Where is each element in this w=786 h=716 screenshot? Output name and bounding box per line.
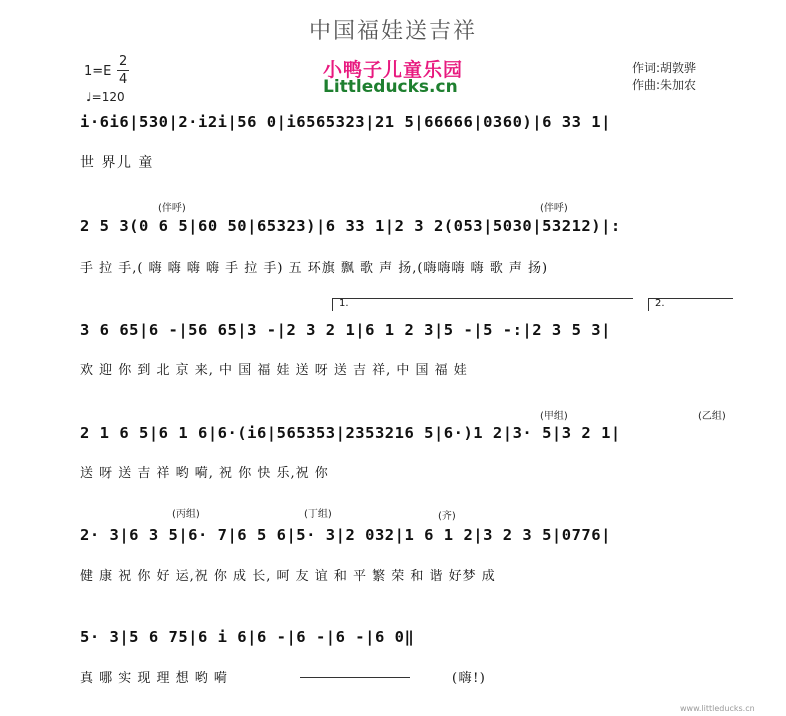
annotation-accompany-1: (伴呼) bbox=[158, 203, 186, 214]
time-signature-rule bbox=[117, 70, 129, 71]
lyric-extension-line bbox=[300, 677, 410, 678]
annotation-group-c: (丙组) bbox=[172, 509, 200, 520]
volta-label-2: 2. bbox=[655, 298, 665, 309]
volta-bracket-1 bbox=[332, 298, 633, 311]
staff-line-6-lyrics: 真 哪 实 现 理 想 哟 嗬 bbox=[80, 671, 228, 686]
logo-english: Littleducks.cn bbox=[323, 77, 458, 97]
annotation-group-b: (乙组) bbox=[698, 411, 726, 422]
staff-line-4-notes: 2 1 6 5|6 1 6|6·(i6|565353|2353216 5|6·)1 2|3· 5|3 2 1| bbox=[80, 424, 621, 442]
tempo-mark: ♩=120 bbox=[86, 90, 125, 104]
staff-line-2-notes: 2 5 3(0 6 5|60 50|65323)|6 33 1|2 3 2(053|5030|53212)|: bbox=[80, 217, 621, 235]
ending-shout: (嗨!) bbox=[452, 671, 487, 686]
composer-credit: 作曲:朱加农 bbox=[632, 78, 697, 92]
staff-line-1-notes: i·6i6|530|2·i2i|56 0|i6565323|21 5|66666|0360)|6 33 1| bbox=[80, 113, 611, 131]
annotation-group-a: (甲组) bbox=[540, 411, 568, 422]
logo-chinese: 小鸭子儿童乐园 bbox=[323, 59, 464, 81]
lyricist-credit: 作词:胡敦骅 bbox=[632, 61, 697, 75]
staff-line-4-lyrics: 送 呀 送 吉 祥 哟 嗬, 祝 你 快 乐,祝 你 bbox=[80, 466, 329, 481]
time-signature-top: 2 bbox=[119, 54, 128, 69]
staff-line-5-notes: 2· 3|6 3 5|6· 7|6 5 6|5· 3|2 032|1 6 1 2|3 2 3 5|0776| bbox=[80, 526, 611, 544]
key-signature: 1=E bbox=[84, 64, 112, 79]
annotation-group-d: (丁组) bbox=[304, 509, 332, 520]
song-title: 中国福娃送吉祥 bbox=[308, 19, 477, 44]
time-signature-bottom: 4 bbox=[119, 72, 128, 87]
staff-line-3-lyrics: 欢 迎 你 到 北 京 来, 中 国 福 娃 送 呀 送 吉 祥, 中 国 福 娃 bbox=[80, 363, 468, 378]
staff-line-6-notes: 5· 3|5 6 75|6 i 6|6 -|6 -|6 -|6 0‖ bbox=[80, 628, 415, 646]
footer-watermark: www.littleducks.cn bbox=[680, 704, 755, 713]
staff-line-3-notes: 3 6 65|6 -|56 65|3 -|2 3 2 1|6 1 2 3|5 -|5 -:|2 3 5 3| bbox=[80, 321, 611, 339]
staff-line-2-lyrics: 手 拉 手,( 嗨 嗨 嗨 嗨 手 拉 手) 五 环旗 飘 歌 声 扬,(嗨嗨嗨 嗨 歌 声 扬) bbox=[80, 261, 549, 276]
staff-line-1-lyrics: 世 界儿 童 bbox=[80, 155, 154, 171]
staff-line-5-lyrics: 健 康 祝 你 好 运,祝 你 成 长, 呵 友 谊 和 平 繁 荣 和 谐 好梦 成 bbox=[80, 569, 496, 584]
volta-label-1: 1. bbox=[339, 298, 349, 309]
annotation-together: (齐) bbox=[438, 511, 456, 522]
annotation-accompany-2: (伴呼) bbox=[540, 203, 568, 214]
